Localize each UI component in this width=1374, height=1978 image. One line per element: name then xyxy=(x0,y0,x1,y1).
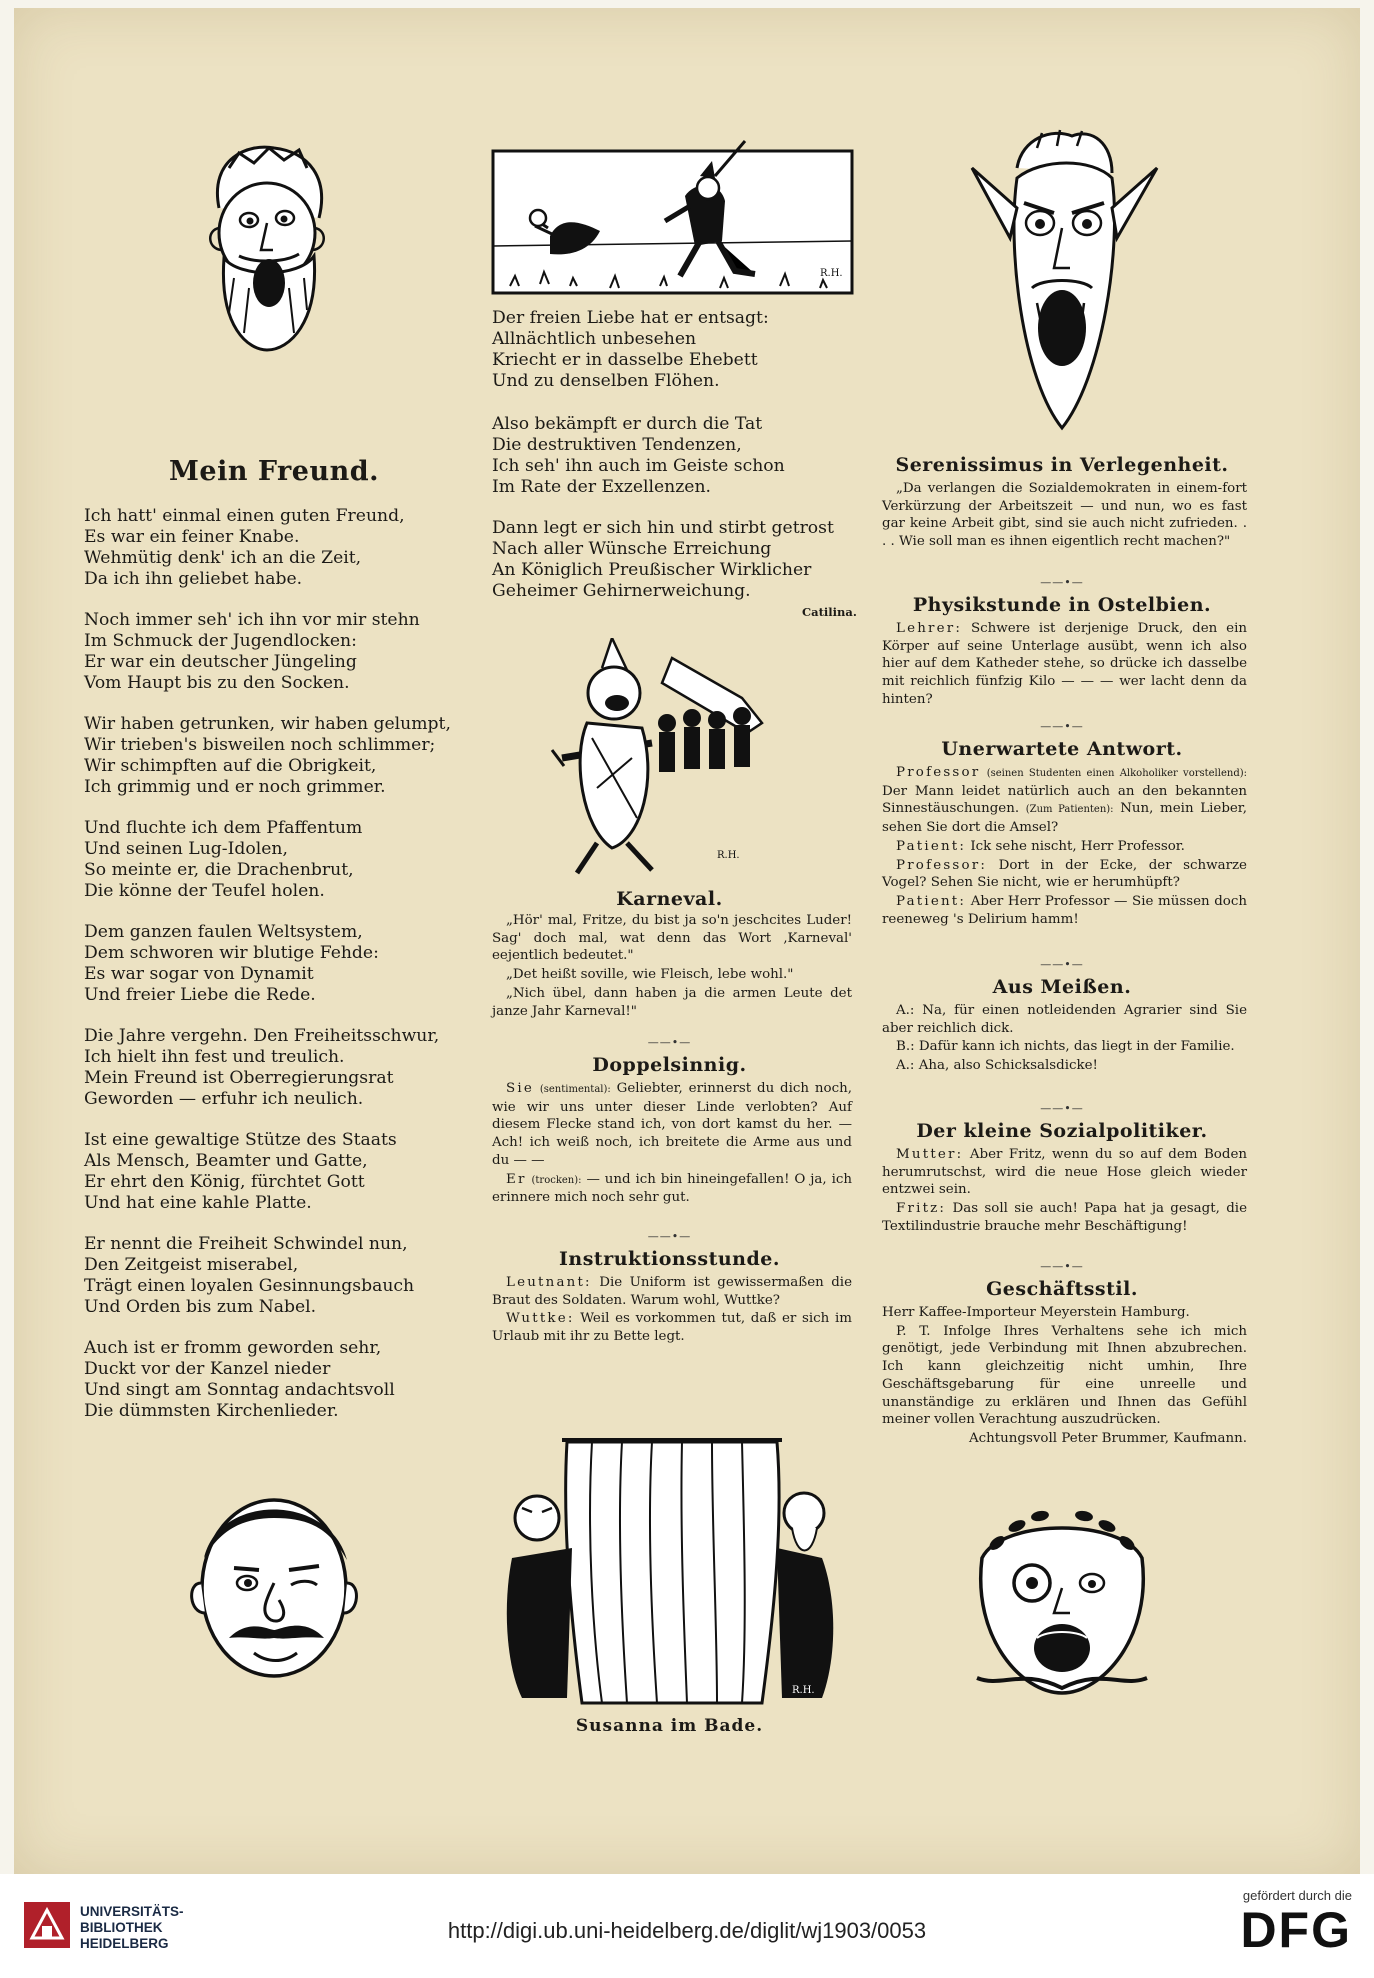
verse-line: Im Schmuck der Jugendlocken: xyxy=(84,631,357,651)
speaker: Professor xyxy=(896,765,981,780)
dialogue: Aber Fritz, wenn du so auf dem Boden herumrutschst, wird die neue Hose gleich wieder entzwei sein. xyxy=(882,1147,1247,1198)
verse-line: Trägt einen loyalen Gesinnungsbauch xyxy=(84,1276,415,1296)
dialogue: Weil es vorkommen tut, daß er sich im Urlaub mit ihr zu Bette legt. xyxy=(492,1311,852,1345)
poem-signature: Catilina. xyxy=(802,605,857,619)
speaker: Fritz: xyxy=(896,1201,947,1217)
dialogue: Nun, mein Lieber, sehen Sie dort die Amsel? xyxy=(882,801,1247,836)
address: Herr Kaffee-Importeur Meyerstein Hamburg. xyxy=(882,1305,1190,1320)
library-name-line: UNIVERSITÄTS- xyxy=(80,1904,184,1919)
dialogue: Ick sehe nischt, Herr Professor. xyxy=(970,838,1185,854)
dialogue: A.: Na, für einen notleidenden Agrarier sind Sie aber reichlich dick. xyxy=(882,1003,1247,1036)
karneval-line: „Det heißt soville, wie Fleisch, lebe wohl." xyxy=(506,967,794,983)
verse-line: Wehmütig denk' ich an die Zeit, xyxy=(84,548,362,568)
verse-line: Ich hatt' einmal einen guten Freund, xyxy=(84,506,405,526)
verse-line: Der freien Liebe hat er entsagt: xyxy=(492,308,769,328)
verse-line: Nach aller Wünsche Erreichung xyxy=(492,539,772,559)
dialogue: B.: Dafür kann ich nichts, das liegt in der Familie. xyxy=(896,1039,1235,1055)
verse-line: Als Mensch, Beamter und Gatte, xyxy=(84,1151,368,1171)
verse-line: Es war sogar von Dynamit xyxy=(84,964,314,984)
karneval-title: Karneval. xyxy=(616,888,723,910)
verse-line: Die destruktiven Tendenzen, xyxy=(492,435,742,455)
svg-text:R.H.: R.H. xyxy=(820,268,843,279)
poem-title: Mein Freund. xyxy=(169,456,379,487)
antwort-text xyxy=(882,764,1247,929)
verse-line: Dann legt er sich hin und stirbt getrost xyxy=(492,518,834,538)
dialogue: Der Mann leidet natürlich auch an den bekannten Sinnestäuschungen. xyxy=(882,783,1247,817)
serenissimus-quote: „Da verlangen die Sozialdemokraten in einem-fort Verkürzung der Arbeitszeit — und nun, wo es fast gar keine Arbeit gibt, sind sie auch nicht zufrieden. . . . Wie soll man es ihnen eigentlich recht machen?" xyxy=(882,481,1247,550)
illustration-soldier-chasing-woman xyxy=(490,136,855,296)
caricature-winking-mustache-man xyxy=(179,1488,369,1688)
stage-direction: (seinen Studenten einen Alkoholiker vorstellend): xyxy=(986,768,1247,779)
stanza xyxy=(84,1026,439,1110)
verse-line: Dem schworen wir blutige Fehde: xyxy=(84,943,379,963)
svg-text:R.H.: R.H. xyxy=(792,1685,815,1696)
letter-signoff: Achtungsvoll Peter Brummer, Kaufmann. xyxy=(969,1430,1247,1446)
verse-line: Und hat eine kahle Platte. xyxy=(84,1193,312,1213)
sozial-text xyxy=(882,1146,1247,1237)
verse-line: Ist eine gewaltige Stütze des Staats xyxy=(84,1130,397,1150)
doppelsinnig-text xyxy=(492,1080,852,1208)
speaker: Patient: xyxy=(896,838,967,854)
serenissimus-text xyxy=(882,480,1247,552)
stanza xyxy=(84,922,379,1006)
divider: ——•— xyxy=(1040,1260,1084,1273)
verse-line: Den Zeitgeist miserabel, xyxy=(84,1255,299,1275)
verse-line: Dem ganzen faulen Weltsystem, xyxy=(84,922,363,942)
verse-line: Kriecht er in dasselbe Ehebett xyxy=(492,350,758,370)
stanza xyxy=(84,610,420,694)
digitization-footer xyxy=(0,1874,1374,1978)
verse-line: Geworden — erfuhr ich neulich. xyxy=(84,1089,364,1109)
dialogue: Dort in der Ecke, der schwarze Vogel? Sehen Sie nicht, wie er herumhüpft? xyxy=(882,857,1247,891)
caricature-laurel-monocle-man xyxy=(962,1488,1162,1698)
meissen-text xyxy=(882,1002,1247,1076)
stanza xyxy=(492,308,769,392)
verse-line: Er war ein deutscher Jüngeling xyxy=(84,652,357,672)
stanza xyxy=(84,714,451,798)
dfg-logo[interactable] xyxy=(1202,1888,1352,1957)
caricature-shouting-man xyxy=(962,128,1162,438)
physik-title: Physikstunde in Ostelbien. xyxy=(912,594,1212,616)
library-name-line: BIBLIOTHEK xyxy=(80,1920,163,1935)
serenissimus-title: Serenissimus in Verlegenheit. xyxy=(895,454,1229,476)
stanza xyxy=(84,1234,414,1318)
divider: ——•— xyxy=(647,1230,692,1243)
dialogue: — und ich bin hineingefallen! O ja, ich erinnere mich noch sehr gut. xyxy=(492,1171,852,1206)
speaker: Professor: xyxy=(896,857,988,873)
speaker: Sie xyxy=(506,1081,534,1096)
caricature-bearded-official xyxy=(179,138,349,353)
stanza xyxy=(492,414,785,498)
verse-line: Und zu denselben Flöhen. xyxy=(492,371,720,391)
verse-line: Im Rate der Exzellenzen. xyxy=(492,477,711,497)
verse-line: Wir trieben's bisweilen noch schlimmer; xyxy=(84,735,436,755)
verse-line: Und seinen Lug-Idolen, xyxy=(84,839,288,859)
illustration-jester-with-figures xyxy=(542,638,812,878)
speaker: Lehrer: xyxy=(896,621,963,636)
geschaeft-title: Geschäftsstil. xyxy=(986,1278,1138,1300)
verse-line: Und singt am Sonntag andachtsvoll xyxy=(84,1380,395,1400)
library-name-line: HEIDELBERG xyxy=(80,1936,169,1951)
verse-line: Noch immer seh' ich ihn vor mir stehn xyxy=(84,610,420,630)
verse-line: Und fluchte ich dem Pfaffentum xyxy=(84,818,363,838)
verse-line: An Königlich Preußischer Wirklicher xyxy=(492,560,812,580)
verse-line: Ich grimmig und er noch grimmer. xyxy=(84,777,386,797)
verse-line: Ich seh' ihn auch im Geiste schon xyxy=(492,456,785,476)
dialogue: A.: Aha, also Schicksalsdicke! xyxy=(896,1058,1098,1074)
antwort-title: Unerwartete Antwort. xyxy=(941,738,1183,760)
stanza xyxy=(84,1338,395,1422)
instruktion-text xyxy=(492,1274,852,1347)
verse-line: Und Orden bis zum Nabel. xyxy=(84,1297,317,1317)
stage-direction: (Zum Patienten): xyxy=(1025,804,1114,816)
verse-line: Er ehrt den König, fürchtet Gott xyxy=(84,1172,365,1192)
dialogue: Das soll sie auch! Papa hat ja gesagt, die Textilindustrie brauche mehr Beschäftigung! xyxy=(882,1201,1247,1234)
divider: ——•— xyxy=(1040,720,1084,733)
instruktion-title: Instruktionsstunde. xyxy=(559,1248,780,1270)
meissen-title: Aus Meißen. xyxy=(992,976,1132,998)
dialogue: Die Uniform ist gewissermaßen die Braut des Soldaten. Warum wohl, Wuttke? xyxy=(492,1275,853,1308)
karneval-line: „Hör' mal, Fritze, du bist ja so'n jeschcites Luder! Sag' doch mal, wat denn das Wort ‚Karneval' eejentlich bedeutet." xyxy=(492,913,852,964)
speaker: Er xyxy=(506,1171,527,1187)
stanza xyxy=(84,506,405,590)
verse-line: Die dümmsten Kirchenlieder. xyxy=(84,1401,339,1421)
letter-body: P. T. Infolge Ihres Verhaltens sehe ich mich genötigt, jede Verbindung mit Ihnen abzubrechen. Ich kann gleichzeitig nicht umhin, Ihre Geschäftsgebarung für eine unreelle und unanständige zu erklären und Ihnen das Gefühl meiner vollen Verachtung auszudrücken. xyxy=(882,1323,1247,1428)
speaker: Patient: xyxy=(896,893,967,909)
verse-line: Also bekämpft er durch die Tat xyxy=(492,414,763,434)
verse-line: Mein Freund ist Oberregierungsrat xyxy=(84,1068,394,1088)
stanza xyxy=(84,818,362,902)
dialogue: Aber Herr Professor — Sie müssen doch reeneweg 's Delirium hamm! xyxy=(882,893,1247,927)
verse-line: Er nennt die Freiheit Schwindel nun, xyxy=(84,1234,408,1254)
verse-line: Vom Haupt bis zu den Socken. xyxy=(84,673,350,693)
geschaeft-text xyxy=(882,1304,1247,1449)
illustration-curtain-peeping-men xyxy=(492,1408,852,1708)
divider: ——•— xyxy=(1040,1102,1084,1115)
divider: ——•— xyxy=(647,1036,692,1049)
verse-line: Auch ist er fromm geworden sehr, xyxy=(84,1338,382,1358)
dialogue: Schwere ist derjenige Druck, den ein Körper auf seine Unterlage ausübt, wenn ich also hier auf dem Katheder stehe, so drücke ich dasselbe mit reichlich fünfzig Kilo — — — wer lacht denn da hinten? xyxy=(882,621,1247,707)
illustration-caption: Susanna im Bade. xyxy=(575,1716,764,1736)
verse-line: Ich hielt ihn fest und treulich. xyxy=(84,1047,345,1067)
verse-line: Die könne der Teufel holen. xyxy=(84,881,325,901)
karneval-text xyxy=(492,912,852,1021)
sozial-title: Der kleine Sozialpolitiker. xyxy=(916,1120,1208,1142)
dialogue: Geliebter, erinnerst du dich noch, wie wir uns unter dieser Linde verlobten? Auf diesem Flecke stand ich, von dort kamst du her. — Ach! ich weiß noch, ich breitete die Arme aus und du — — xyxy=(492,1081,852,1168)
verse-line: Da ich ihn geliebet habe. xyxy=(84,569,303,589)
divider: ——•— xyxy=(1040,576,1084,589)
stanza xyxy=(492,518,834,602)
dfg-wordmark: DFG xyxy=(1240,1902,1352,1958)
verse-line: Allnächtlich unbesehen xyxy=(492,329,697,349)
physik-text xyxy=(882,620,1247,710)
svg-text:R.H.: R.H. xyxy=(717,850,740,861)
verse-line: Die Jahre vergehn. Den Freiheitsschwur, xyxy=(84,1026,440,1046)
divider: ——•— xyxy=(1040,958,1084,971)
verse-line: Wir haben getrunken, wir haben gelumpt, xyxy=(84,714,451,734)
verse-line: So meinte er, die Drachenbrut, xyxy=(84,860,354,880)
verse-line: Duckt vor der Kanzel nieder xyxy=(84,1359,331,1379)
verse-line: Und freier Liebe die Rede. xyxy=(84,985,316,1005)
doppelsinnig-title: Doppelsinnig. xyxy=(592,1054,747,1076)
verse-line: Wir schimpften auf die Obrigkeit, xyxy=(84,756,377,776)
stanza xyxy=(84,1130,397,1214)
magazine-page xyxy=(14,8,1360,1874)
verse-line: Es war ein feiner Knabe. xyxy=(84,527,300,547)
permalink-url[interactable]: http://digi.ub.uni-heidelberg.de/diglit/wj1903/0053 xyxy=(447,1918,927,1943)
funded-by-label: gefördert durch die xyxy=(1242,1888,1352,1903)
speaker: Leutnant: xyxy=(506,1275,592,1290)
speaker: Wuttke: xyxy=(506,1311,575,1327)
verse-line: Geheimer Gehirnerweichung. xyxy=(492,581,751,601)
karneval-line: „Nich übel, dann haben ja die armen Leute det janze Jahr Karneval!" xyxy=(492,985,852,1019)
stage-direction: (sentimental): xyxy=(539,1084,611,1095)
speaker: Mutter: xyxy=(896,1147,964,1162)
stage-direction: (trocken): xyxy=(531,1174,582,1186)
